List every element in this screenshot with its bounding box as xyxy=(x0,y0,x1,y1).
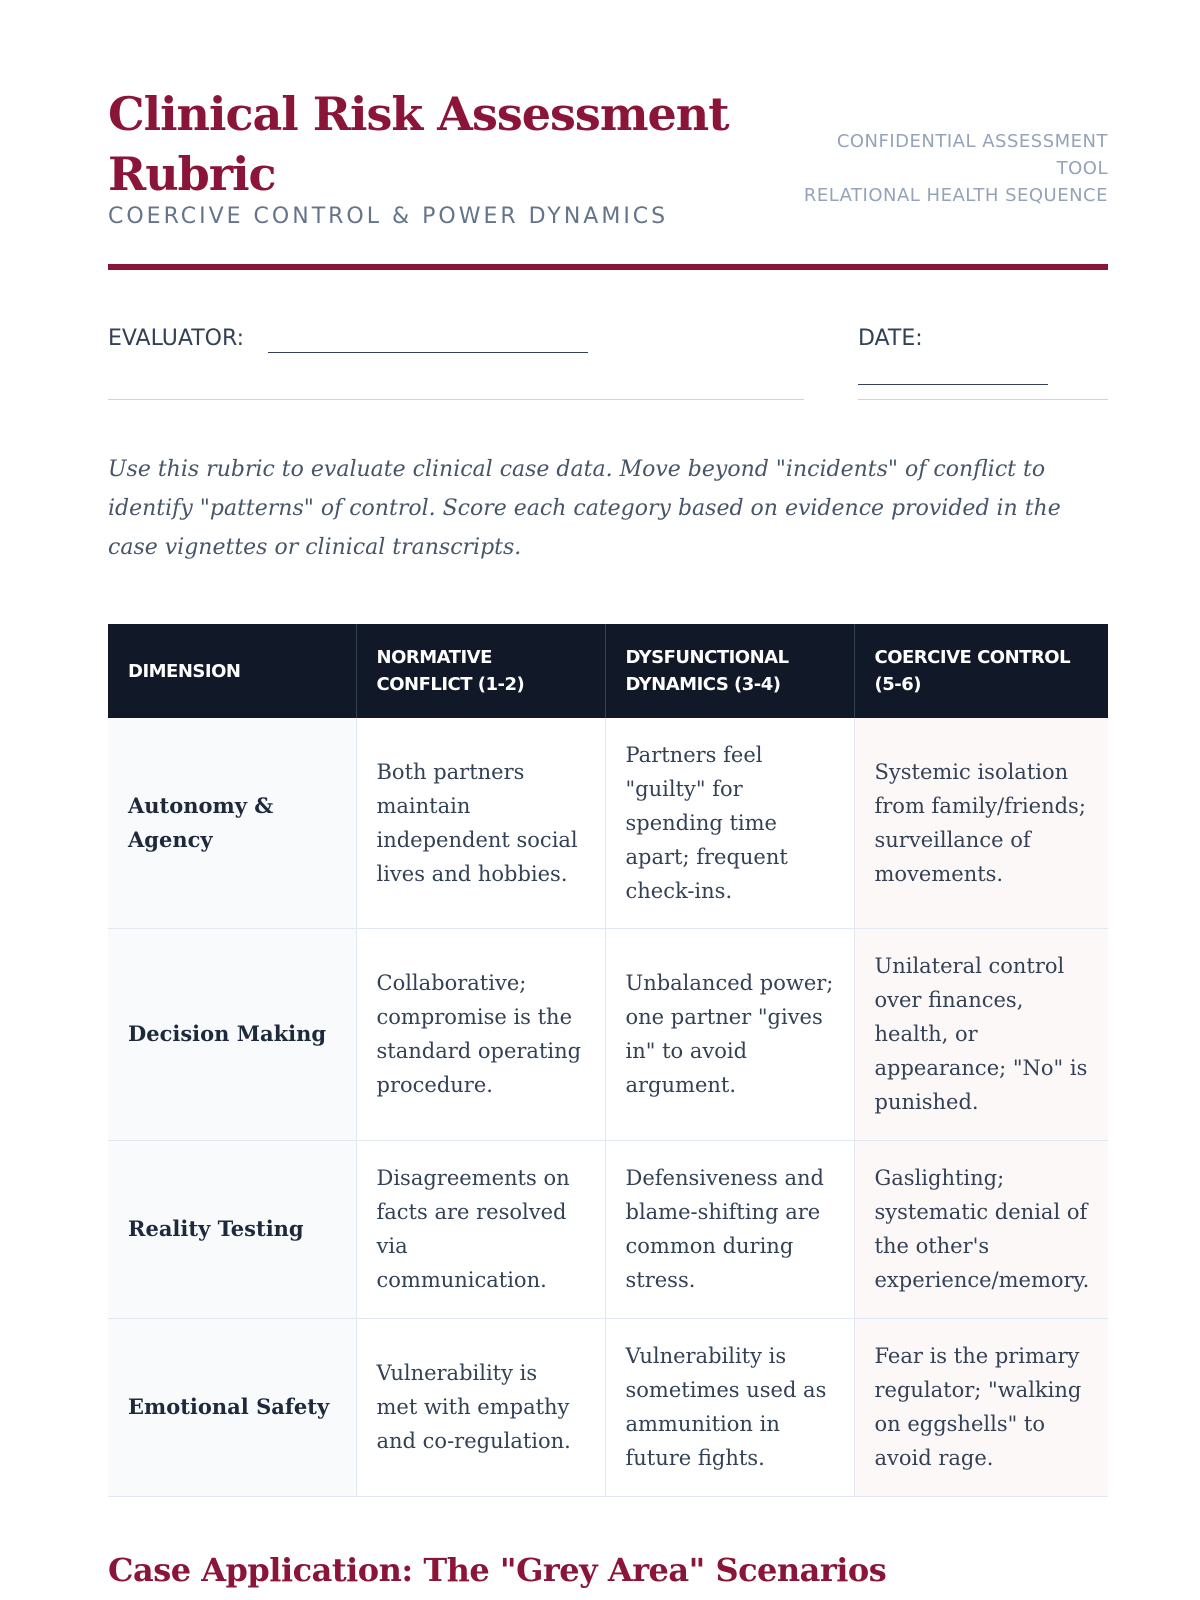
normative-cell: Collaborative; compromise is the standard operating procedure. xyxy=(356,928,605,1140)
dimension-cell: Autonomy & Agency xyxy=(108,718,356,928)
evaluator-label: EVALUATOR: xyxy=(108,326,244,351)
evaluator-field[interactable] xyxy=(108,312,804,400)
document-subtitle: COERCIVE CONTROL & POWER DYNAMICS xyxy=(108,204,669,229)
document-header xyxy=(108,84,1108,274)
coercive-cell: Fear is the primary regulator; "walking on eggshells" to avoid rage. xyxy=(854,1318,1108,1496)
dimension-cell: Decision Making xyxy=(108,928,356,1140)
document-title: Clinical Risk Assessment Rubric xyxy=(108,87,729,201)
document-meta xyxy=(788,128,1108,209)
dysfunctional-cell: Defensiveness and blame-shifting are common during stress. xyxy=(605,1140,854,1318)
header-divider xyxy=(108,264,1108,270)
coercive-cell: Systemic isolation from family/friends; surveillance of movements. xyxy=(854,718,1108,928)
column-header-coercive: COERCIVE CONTROL (5-6) xyxy=(854,624,1108,718)
dysfunctional-cell: Partners feel "guilty" for spending time apart; frequent check-ins. xyxy=(605,718,854,928)
evaluator-blank-line[interactable] xyxy=(268,352,588,353)
dimension-cell: Reality Testing xyxy=(108,1140,356,1318)
table-row xyxy=(108,1140,1108,1318)
column-header-dimension: DIMENSION xyxy=(108,624,356,718)
column-header-dysfunctional: DYSFUNCTIONAL DYNAMICS (3-4) xyxy=(605,624,854,718)
rubric-table xyxy=(108,624,1108,1497)
normative-cell: Disagreements on facts are resolved via communication. xyxy=(356,1140,605,1318)
dysfunctional-cell: Vulnerability is sometimes used as ammunition in future fights. xyxy=(605,1318,854,1496)
dimension-cell: Emotional Safety xyxy=(108,1318,356,1496)
date-field[interactable] xyxy=(858,312,1108,400)
date-blank-line[interactable] xyxy=(858,384,1048,385)
coercive-cell: Gaslighting; systematic denial of the other's experience/memory. xyxy=(854,1140,1108,1318)
table-row xyxy=(108,718,1108,928)
table-row xyxy=(108,1318,1108,1496)
meta-sequence: RELATIONAL HEALTH SEQUENCE xyxy=(803,185,1108,206)
date-label: DATE: xyxy=(858,326,923,351)
dysfunctional-cell: Unbalanced power; one partner "gives in" to avoid argument. xyxy=(605,928,854,1140)
table-row xyxy=(108,928,1108,1140)
case-application-heading: Case Application: The "Grey Area" Scenarios xyxy=(108,1551,887,1589)
normative-cell: Both partners maintain independent social lives and hobbies. xyxy=(356,718,605,928)
coercive-cell: Unilateral control over finances, health, or appearance; "No" is punished. xyxy=(854,928,1108,1140)
normative-cell: Vulnerability is met with empathy and co-regulation. xyxy=(356,1318,605,1496)
table-header-row xyxy=(108,624,1108,718)
column-header-normative: NORMATIVE CONFLICT (1-2) xyxy=(356,624,605,718)
meta-confidential: CONFIDENTIAL ASSESSMENT TOOL xyxy=(836,131,1108,179)
intro-instructions: Use this rubric to evaluate clinical case data. Move beyond "incidents" of conflict to identify "patterns" of control. Score each category based on evidence provided in the case vignettes or clinical transcripts. xyxy=(108,457,1061,560)
rubric-document xyxy=(108,0,1108,1600)
